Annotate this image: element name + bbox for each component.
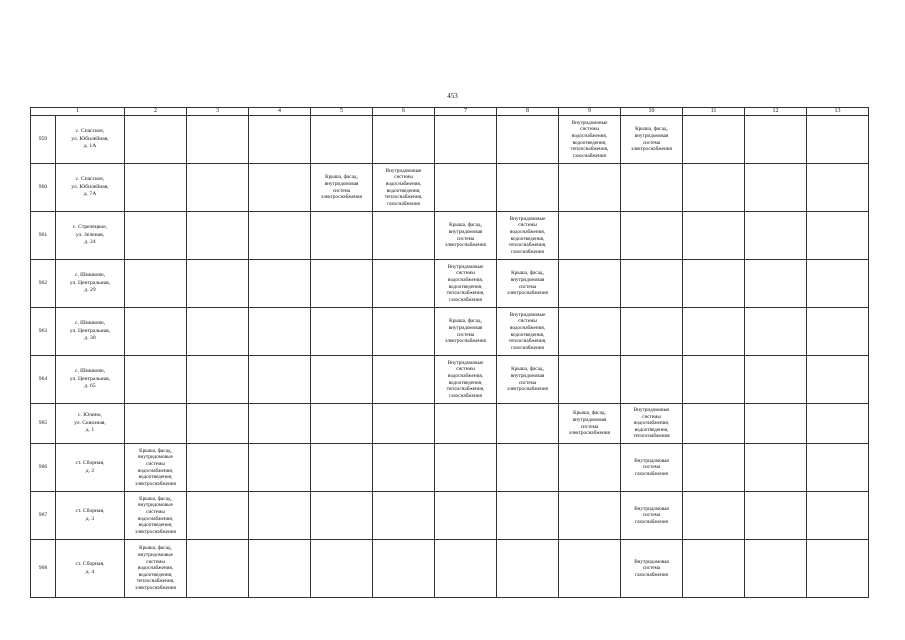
work-text: Крыша, фасад, внутридомовая система электроснабжения: [631, 126, 672, 153]
work-cell: [311, 404, 373, 444]
work-cell: [683, 260, 745, 308]
work-cell: [621, 356, 683, 404]
work-text: Внутридомовые системы водоснабжения, водоотведения, теплоснабжения, газоснабжения: [446, 359, 485, 399]
work-cell: [125, 308, 187, 356]
column-header: 10: [621, 108, 683, 116]
work-cell: [125, 404, 187, 444]
table-body: [31, 116, 905, 598]
table-row: [31, 308, 905, 356]
address-text: ст. Сборная, д. 3: [75, 507, 105, 522]
work-text: Крыша, фасад, внутридомовые системы водоснабжения, водоотведения, электроснабжения: [135, 447, 176, 487]
work-cell: [187, 356, 249, 404]
work-cell: [621, 444, 683, 492]
work-cell: [435, 164, 497, 212]
column-header: 7: [435, 108, 497, 116]
work-text: Крыша, фасад, внутридомовая система электроснабжения: [321, 174, 362, 201]
work-cell: [683, 164, 745, 212]
table-row: [31, 540, 905, 598]
address-text: с. Юлино, ул. Сквозная, д. 1: [74, 411, 106, 434]
work-cell: [683, 116, 745, 164]
work-cell: [125, 164, 187, 212]
work-cell: [745, 540, 807, 598]
column-header: 4: [249, 108, 311, 116]
work-cell: [187, 444, 249, 492]
row-number: 968: [31, 540, 56, 598]
work-cell: [125, 356, 187, 404]
work-cell: [683, 444, 745, 492]
work-text: Крыша, фасад, внутридомовая система электроснабжения: [445, 318, 486, 345]
work-cell: [497, 164, 559, 212]
address-cell: [56, 444, 125, 492]
column-header: 6: [373, 108, 435, 116]
work-cell: [373, 404, 435, 444]
work-cell: [187, 404, 249, 444]
work-cell: [745, 116, 807, 164]
work-cell: [497, 212, 559, 260]
address-text: с. Спасское, ул. Юбилейная, д. 1А: [71, 127, 109, 150]
column-header: 12: [745, 108, 807, 116]
column-header: 5: [311, 108, 373, 116]
work-text: Крыша, фасад, внутридомовая система электроснабжения: [507, 270, 548, 297]
work-text: Крыша, фасад, внутридомовые системы водоснабжения, водоотведения, электроснабжения: [135, 495, 176, 535]
work-cell: [311, 540, 373, 598]
work-cell: [621, 212, 683, 260]
work-text: Внутридомовые системы водоснабжения, водоотведения, теплоснабжения, газоснабжения: [384, 167, 423, 207]
repair-schedule-table: [30, 107, 905, 598]
work-cell: [807, 308, 869, 356]
work-cell: [435, 356, 497, 404]
table-row: [31, 164, 905, 212]
work-cell: [373, 356, 435, 404]
column-header: 13: [807, 108, 869, 116]
work-cell: [249, 308, 311, 356]
work-cell: [621, 540, 683, 598]
work-cell: [249, 540, 311, 598]
work-cell: [497, 260, 559, 308]
work-cell: [683, 212, 745, 260]
work-cell: [435, 492, 497, 540]
row-number: 966: [31, 444, 56, 492]
page-number: 453: [447, 92, 458, 100]
address-text: ст. Сборная, д. 4: [75, 560, 105, 575]
address-cell: [56, 404, 125, 444]
work-cell: [249, 492, 311, 540]
table-row: [31, 492, 905, 540]
work-cell: [311, 356, 373, 404]
table-row: [31, 404, 905, 444]
work-cell: [559, 260, 621, 308]
work-cell: [249, 444, 311, 492]
address-cell: [56, 116, 125, 164]
work-cell: [373, 540, 435, 598]
header-row: [31, 108, 905, 116]
address-cell: [56, 356, 125, 404]
work-cell: [683, 308, 745, 356]
work-cell: [187, 260, 249, 308]
work-cell: [311, 164, 373, 212]
address-text: с. Шишково, ул. Центральная, д. 65: [69, 367, 111, 390]
work-cell: [311, 212, 373, 260]
work-cell: [497, 404, 559, 444]
work-cell: [311, 308, 373, 356]
work-cell: [683, 492, 745, 540]
table-row: [31, 116, 905, 164]
address-text: ст. Сборная, д. 2: [75, 459, 105, 474]
column-header: 9: [559, 108, 621, 116]
work-cell: [249, 356, 311, 404]
work-text: Крыша, фасад, внутридомовая система электроснабжения: [507, 366, 548, 393]
row-number: 962: [31, 260, 56, 308]
work-cell: [125, 540, 187, 598]
work-cell: [311, 444, 373, 492]
work-cell: [559, 308, 621, 356]
work-text: Крыша, фасад, внутридомовая система электроснабжения: [569, 410, 610, 437]
work-cell: [807, 212, 869, 260]
work-text: Внутридомовая система газоснабжения: [634, 505, 669, 525]
work-cell: [745, 212, 807, 260]
work-cell: [125, 444, 187, 492]
column-header: 3: [187, 108, 249, 116]
work-cell: [559, 540, 621, 598]
work-text: Внутридомовые системы водоснабжения, водоотведения, теплоснабжения, газоснабжения: [570, 119, 609, 159]
work-cell: [559, 404, 621, 444]
work-cell: [187, 308, 249, 356]
column-header: 8: [497, 108, 559, 116]
work-cell: [745, 260, 807, 308]
work-cell: [745, 492, 807, 540]
address-cell: [56, 492, 125, 540]
work-cell: [373, 492, 435, 540]
row-number: 963: [31, 308, 56, 356]
work-cell: [187, 492, 249, 540]
work-cell: [683, 404, 745, 444]
work-cell: [187, 540, 249, 598]
work-cell: [435, 308, 497, 356]
address-text: с. Шишково, ул. Центральная, д. 30: [69, 319, 111, 342]
work-cell: [621, 404, 683, 444]
work-cell: [249, 260, 311, 308]
address-cell: [56, 260, 125, 308]
work-cell: [435, 212, 497, 260]
work-cell: [559, 492, 621, 540]
work-cell: [745, 308, 807, 356]
column-header: 2: [125, 108, 187, 116]
work-cell: [621, 308, 683, 356]
work-cell: [373, 212, 435, 260]
work-cell: [435, 404, 497, 444]
work-cell: [497, 308, 559, 356]
work-cell: [249, 404, 311, 444]
work-cell: [745, 444, 807, 492]
address-cell: [56, 164, 125, 212]
work-cell: [435, 444, 497, 492]
row-number: 964: [31, 356, 56, 404]
work-cell: [559, 116, 621, 164]
work-cell: [621, 492, 683, 540]
work-cell: [311, 260, 373, 308]
work-cell: [807, 116, 869, 164]
table-row: [31, 260, 905, 308]
work-cell: [621, 116, 683, 164]
work-cell: [559, 212, 621, 260]
row-number: 959: [31, 116, 56, 164]
work-cell: [249, 212, 311, 260]
work-cell: [807, 164, 869, 212]
work-cell: [125, 260, 187, 308]
work-cell: [497, 444, 559, 492]
work-cell: [249, 164, 311, 212]
work-cell: [125, 116, 187, 164]
work-cell: [559, 356, 621, 404]
row-number: 965: [31, 404, 56, 444]
row-number: 961: [31, 212, 56, 260]
work-cell: [745, 356, 807, 404]
row-number: 967: [31, 492, 56, 540]
work-cell: [807, 444, 869, 492]
work-cell: [807, 404, 869, 444]
address-text: с. Спасское, ул. Юбилейная, д. 7А: [71, 175, 109, 198]
column-header: 1: [31, 108, 125, 116]
address-cell: [56, 540, 125, 598]
work-cell: [497, 356, 559, 404]
work-cell: [435, 260, 497, 308]
work-cell: [807, 492, 869, 540]
work-text: Внутридомовая система газоснабжения: [634, 457, 669, 477]
work-cell: [373, 260, 435, 308]
work-text: Внутридомовые системы водоснабжения, водоотведения, теплоснабжения, газоснабжения: [446, 263, 485, 303]
work-cell: [125, 492, 187, 540]
row-number: 960: [31, 164, 56, 212]
table-row: [31, 212, 905, 260]
work-cell: [683, 356, 745, 404]
work-cell: [187, 164, 249, 212]
work-cell: [683, 540, 745, 598]
work-text: Внутридомовые системы водоснабжения, водоотведения, теплоснабжения, газоснабжения: [508, 311, 547, 351]
work-cell: [125, 212, 187, 260]
work-text: Крыша, фасад, внутридомовая система электроснабжения: [445, 222, 486, 249]
work-cell: [745, 404, 807, 444]
work-cell: [497, 492, 559, 540]
address-text: с. Шишково, ул. Центральная, д. 29: [69, 271, 111, 294]
work-cell: [311, 116, 373, 164]
work-cell: [497, 116, 559, 164]
work-text: Внутридомовая система газоснабжения: [634, 558, 669, 578]
work-cell: [621, 260, 683, 308]
table-header: [31, 108, 905, 116]
work-cell: [621, 164, 683, 212]
work-cell: [187, 116, 249, 164]
work-cell: [373, 444, 435, 492]
work-cell: [373, 116, 435, 164]
work-cell: [559, 444, 621, 492]
work-cell: [249, 116, 311, 164]
work-cell: [807, 356, 869, 404]
work-cell: [187, 212, 249, 260]
work-cell: [435, 116, 497, 164]
table-row: [31, 444, 905, 492]
address-cell: [56, 308, 125, 356]
work-cell: [373, 308, 435, 356]
work-cell: [559, 164, 621, 212]
work-cell: [311, 492, 373, 540]
work-cell: [745, 164, 807, 212]
address-cell: [56, 212, 125, 260]
work-text: Внутридомовые системы водоснабжения, водоотведения, теплоснабжения: [633, 406, 670, 440]
work-text: Крыша, фасад, внутридомовые системы водоснабжения, водоотведения, теплоснабжения, электроснабжения: [135, 545, 176, 592]
work-cell: [435, 540, 497, 598]
work-cell: [373, 164, 435, 212]
work-text: Внутридомовые системы водоснабжения, водоотведения, теплоснабжения, газоснабжения: [508, 215, 547, 255]
table-row: [31, 356, 905, 404]
column-header: 11: [683, 108, 745, 116]
work-cell: [497, 540, 559, 598]
work-cell: [807, 260, 869, 308]
work-cell: [807, 540, 869, 598]
address-text: с. Стрелецкое, ул. Зеленая, д. 24: [72, 223, 108, 246]
